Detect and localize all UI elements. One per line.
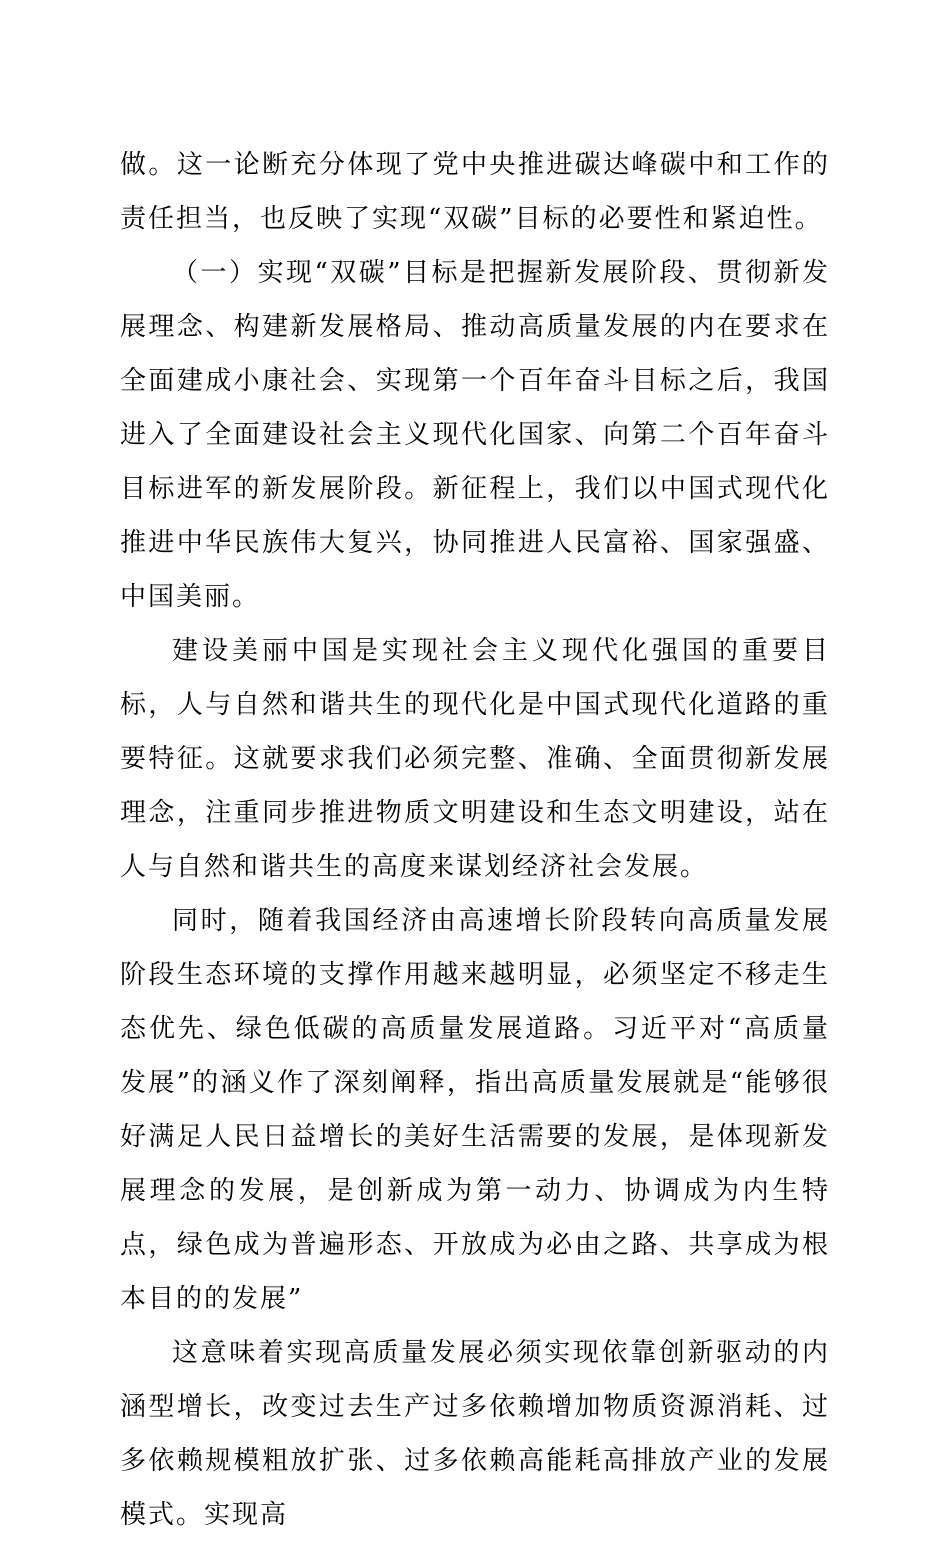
paragraph-beautiful-china: 建设美丽中国是实现社会主义现代化强国的重要目标，人与自然和谐共生的现代化是中国式现代化道路的重要特征。这就要求我们必须完整、准确、全面贯彻新发展理念，注重同步推进物质文明建设和生态文明建设，站在人与自然和谐共生的高度来谋划经济社会发展。	[120, 636, 830, 882]
paragraph-continuation: 做。这一论断充分体现了党中央推进碳达峰碳中和工作的责任担当，也反映了实现“双碳”目标的必要性和紧迫性。	[120, 150, 830, 234]
paragraph-high-quality-development: 同时，随着我国经济由高速增长阶段转向高质量发展阶段生态环境的支撑作用越来越明显，必须坚定不移走生态优先、绿色低碳的高质量发展道路。习近平对“高质量发展”的涵义作了深刻阐释，指出高质量发展就是“能够很好满足人民日益增长的美好生活需要的发展，是体现新发展理念的发展，是创新成为第一动力、协调成为内生特点，绿色成为普遍形态、开放成为必由之路、共享成为根本目的的发展”	[120, 906, 830, 1314]
body-text	[120, 138, 830, 1542]
section-heading-paragraph: （一）实现“双碳”目标是把握新发展阶段、贯彻新发展理念、构建新发展格局、推动高质量发展的内在要求在全面建成小康社会、实现第一个百年奋斗目标之后，我国进入了全面建设社会主义现代化国家、向第二个百年奋斗目标进军的新发展阶段。新征程上，我们以中国式现代化推进中华民族伟大复兴，协同推进人民富裕、国家强盛、中国美丽。	[120, 258, 830, 612]
paragraph-innovation-driven: 这意味着实现高质量发展必须实现依靠创新驱动的内涵型增长，改变过去生产过多依赖增加物质资源消耗、过多依赖规模粗放扩张、过多依赖高能耗高排放产业的发展模式。实现高	[120, 1338, 830, 1530]
